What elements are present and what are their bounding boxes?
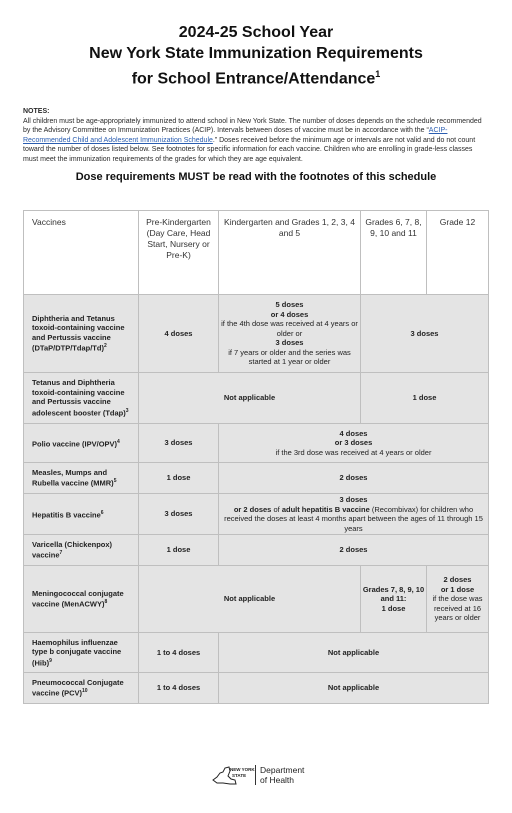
table-row <box>24 566 489 633</box>
vaccine-name: Pneumococcal Conjugate vaccine (PCV)$^{10}$ <box>24 673 139 704</box>
cell-prek: 1 to 4 doses <box>139 673 219 704</box>
table-row <box>24 295 489 373</box>
cell-grades-6-11: Grades 7, 8, 9, 10 and 11: 1 dose <box>361 566 427 633</box>
svg-text:NEW YORK: NEW YORK <box>230 767 255 772</box>
vaccine-name: Hepatitis B vaccine$^6$ <box>24 494 139 535</box>
vaccine-name: Diphtheria and Tetanus toxoid-containing vaccine and Pertussis vaccine (DTaP/DTP/Tdap/Td)$^2$ <box>24 295 139 373</box>
cell-k-12: 2 doses <box>219 463 489 494</box>
cell-prek: 1 dose <box>139 463 219 494</box>
title-line-2: New York State Immunization Requirements <box>89 45 423 62</box>
cell-k-12: 4 doses or 3 doses if the 3rd dose was received at 4 years or older <box>219 424 489 463</box>
table-row <box>24 373 489 424</box>
header-grade-12: Grade 12 <box>427 211 489 295</box>
table-header-row <box>24 211 489 295</box>
vaccine-name: Polio vaccine $(IPV/OPV)^4$ <box>24 424 139 463</box>
cell-prek: 1 to 4 doses <box>139 633 219 673</box>
notes-text: All children must be age-appropriately immunized to attend school in New York State. The number of doses depends on the schedule recommended by the Advisory Committee on Immunization Practices (ACIP). Intervals between doses of vaccine must be in accordance with the “ACIP-Recommended Child and Adolescent Immunization Schedule.” Doses received before the minimum age or intervals are not valid and do not count toward the number of doses listed below. See footnotes for specific information for each vaccine. Children who are enrolling in grade-less classes must meet the immunization requirements of the grades for which they are age equivalent. <box>23 117 482 163</box>
title-line-3: for School Entrance/Attendance$^1$ <box>131 69 381 88</box>
header-grades-6-11: Grades 6, 7, 8, 9, 10 and 11 <box>361 211 427 295</box>
header-k5: Kindergarten and Grades 1, 2, 3, 4 and 5 <box>219 211 361 295</box>
cell-prek: 4 doses <box>139 295 219 373</box>
title-footnote: 1 <box>375 69 381 79</box>
cell-grades-6-12: 1 dose <box>361 373 489 424</box>
title-line-1: 2024-25 School Year <box>178 24 334 41</box>
table-row <box>24 494 489 535</box>
cell-k-12: Not applicable <box>219 633 489 673</box>
vaccine-name: Tetanus and Diphtheria toxoid-containing vaccine and Pertussis vaccine adolescent booster (Tdap)$^3$ <box>24 373 139 424</box>
immunization-table <box>23 210 489 704</box>
cell-k5: 5 doses or 4 doses if the 4th dose was received at 4 years or older or 3 doses if 7 years or older and the series was started at 1 year or older <box>219 295 361 373</box>
notes-heading: NOTES: <box>23 108 50 116</box>
table-row <box>24 673 489 704</box>
table-row <box>24 535 489 566</box>
department-of-health-label: Department of Health <box>255 765 304 785</box>
vaccine-name: Meningococcal conjugate vaccine (MenACWY)$^8$ <box>24 566 139 633</box>
footer <box>211 764 304 786</box>
cell-k-12: 2 doses <box>219 535 489 566</box>
cell-prek: 3 doses <box>139 424 219 463</box>
vaccine-name: Varicella (Chickenpox) vaccine$^7$ <box>24 535 139 566</box>
vaccine-name: Measles, Mumps and Rubella vaccine (MMR)$^5$ <box>24 463 139 494</box>
svg-text:STATE: STATE <box>232 773 247 778</box>
table-row <box>24 633 489 673</box>
vaccine-name: Haemophilus influenzae type b conjugate vaccine (Hib)$^9$ <box>24 633 139 673</box>
header-vaccines: Vaccines <box>24 211 139 295</box>
cell-prek: 1 dose <box>139 535 219 566</box>
cell-k-12: Not applicable <box>219 673 489 704</box>
cell-grade-12: 2 doses or 1 dose if the dose was received at 16 years or older <box>427 566 489 633</box>
cell-prek: 3 doses <box>139 494 219 535</box>
table-row <box>24 424 489 463</box>
notes-section <box>23 107 489 164</box>
cell-grades-6-12: 3 doses <box>361 295 489 373</box>
dose-requirements-header: Dose requirements MUST be read with the footnotes of this schedule <box>75 171 437 184</box>
table-row <box>24 463 489 494</box>
page-title <box>0 22 512 89</box>
cell-k-12: 3 doses or 2 doses of adult hepatitis B vaccine (Recombivax) for children who received the doses at least 4 months apart between the ages of 11 through 15 years <box>219 494 489 535</box>
cell-prek-k5: Not applicable <box>139 566 361 633</box>
nys-logo-icon <box>211 764 255 786</box>
acip-schedule-link[interactable]: ACIP-Recommended Child and Adolescent Immunization Schedule <box>23 127 448 144</box>
cell-prek-k5: Not applicable <box>139 373 361 424</box>
header-prek: Pre-Kindergarten (Day Care, Head Start, Nursery or Pre-K) <box>139 211 219 295</box>
